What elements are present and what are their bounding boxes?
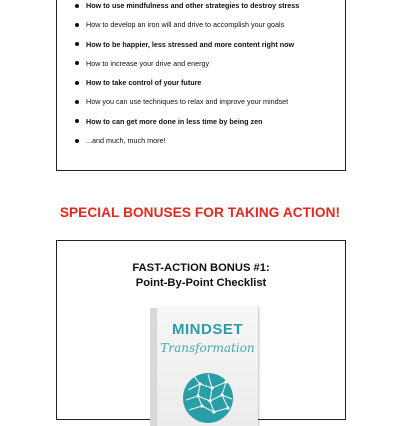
benefit-item: How to take control of your future — [75, 77, 341, 96]
special-bonuses-heading: SPECIAL BONUSES FOR TAKING ACTION! — [59, 205, 341, 220]
benefits-box — [56, 0, 346, 171]
book-title: MINDSET — [172, 321, 243, 338]
benefit-item: How to be happier, less stressed and more content right now — [75, 39, 341, 58]
book-cover — [157, 306, 258, 426]
bonus-box — [56, 240, 346, 420]
brain-globe-icon — [182, 368, 234, 426]
benefit-item: How to can get more done in less time by being zen — [75, 116, 341, 135]
bonus-title-line1: FAST-ACTION BONUS #1: — [132, 262, 270, 274]
book-cover-image — [150, 306, 260, 426]
benefit-item: How to use mindfulness and other strategies to destroy stress — [75, 0, 341, 19]
benefit-item: How to increase your drive and energy — [75, 58, 341, 77]
benefit-item: How you can use techniques to relax and improve your mindset — [75, 96, 341, 115]
benefits-list — [75, 0, 341, 154]
book-subtitle: Transformation — [160, 341, 255, 355]
benefit-item: How to develop an iron will and drive to accomplish your goals — [75, 19, 341, 38]
bonus-title-line2: Point-By-Point Checklist — [135, 277, 267, 289]
bonus-title — [57, 261, 345, 291]
benefit-item: ...and much, much more! — [75, 135, 341, 154]
